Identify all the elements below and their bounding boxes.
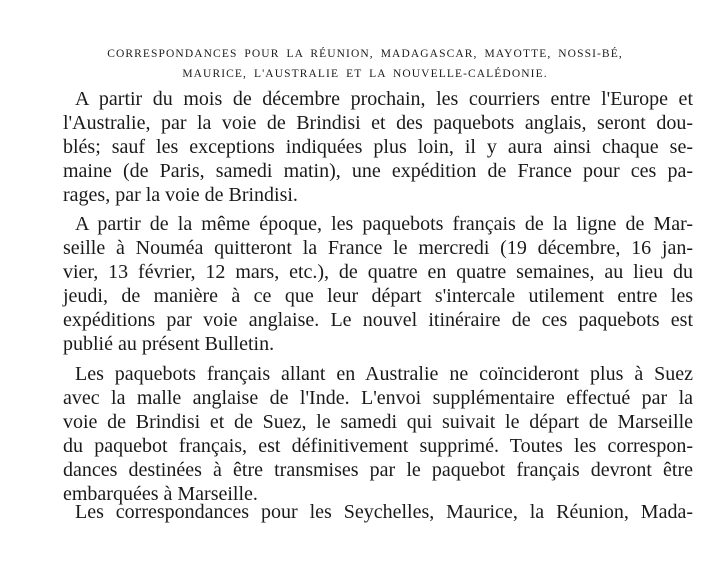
paragraph-2-line-2: seille à Nouméa quitteront la France le mercredi (19 décembre, 16 jan-	[63, 237, 693, 259]
paragraph-2-line-4: jeudi, de manière à ce que leur départ s'intercale utilement entre les	[63, 285, 693, 307]
paragraph-1-line-4: maine (de Paris, samedi matin), une expédition de France pour ces pa-	[63, 160, 693, 182]
section-heading-line-1: CORRESPONDANCES POUR LA RÉUNION, MADAGASCAR, MAYOTTE, NOSSI-BÉ,	[107, 48, 623, 60]
paragraph-2-line-6: publié au présent Bulletin.	[63, 333, 275, 355]
paragraph-1-line-5: rages, par la voie de Brindisi.	[63, 184, 298, 206]
paragraph-1-line-2: l'Australie, par la voie de Brindisi et des paquebots anglais, seront dou-	[63, 112, 693, 134]
paragraph-3-line-5: dances destinées à être transmises par le paquebot français devront être	[63, 459, 693, 481]
paragraph-2-line-5: expéditions par voie anglaise. Le nouvel itinéraire de ces paquebots est	[63, 309, 693, 331]
paragraph-3-line-4: du paquebot français, est définitivement supprimé. Toutes les correspon-	[63, 435, 693, 457]
paragraph-1-line-3: blés; sauf les exceptions indiquées plus loin, il y aura ainsi chaque se-	[63, 136, 693, 158]
paragraph-3-line-2: avec la malle anglaise de l'Inde. L'envoi supplémentaire effectué par la	[63, 387, 693, 409]
paragraph-2-line-3: vier, 13 février, 12 mars, etc.), de quatre en quatre semaines, au lieu du	[63, 261, 693, 283]
paragraph-4-line-1: Les correspondances pour les Seychelles, Maurice, la Réunion, Mada-	[75, 501, 693, 523]
paragraph-3-line-3: voie de Brindisi et de Suez, le samedi qui suivait le départ de Marseille	[63, 411, 693, 433]
paragraph-3-line-6: embarquées à Marseille.	[63, 483, 258, 505]
paragraph-2-line-1: A partir de la même époque, les paquebots français de la ligne de Mar-	[75, 213, 693, 235]
section-heading-line-2: MAURICE, L'AUSTRALIE ET LA NOUVELLE-CALÉDONIE.	[182, 68, 548, 80]
paragraph-1-line-1: A partir du mois de décembre prochain, les courriers entre l'Europe et	[75, 88, 693, 110]
paragraph-3-line-1: Les paquebots français allant en Australie ne coïncideront plus à Suez	[75, 363, 693, 385]
